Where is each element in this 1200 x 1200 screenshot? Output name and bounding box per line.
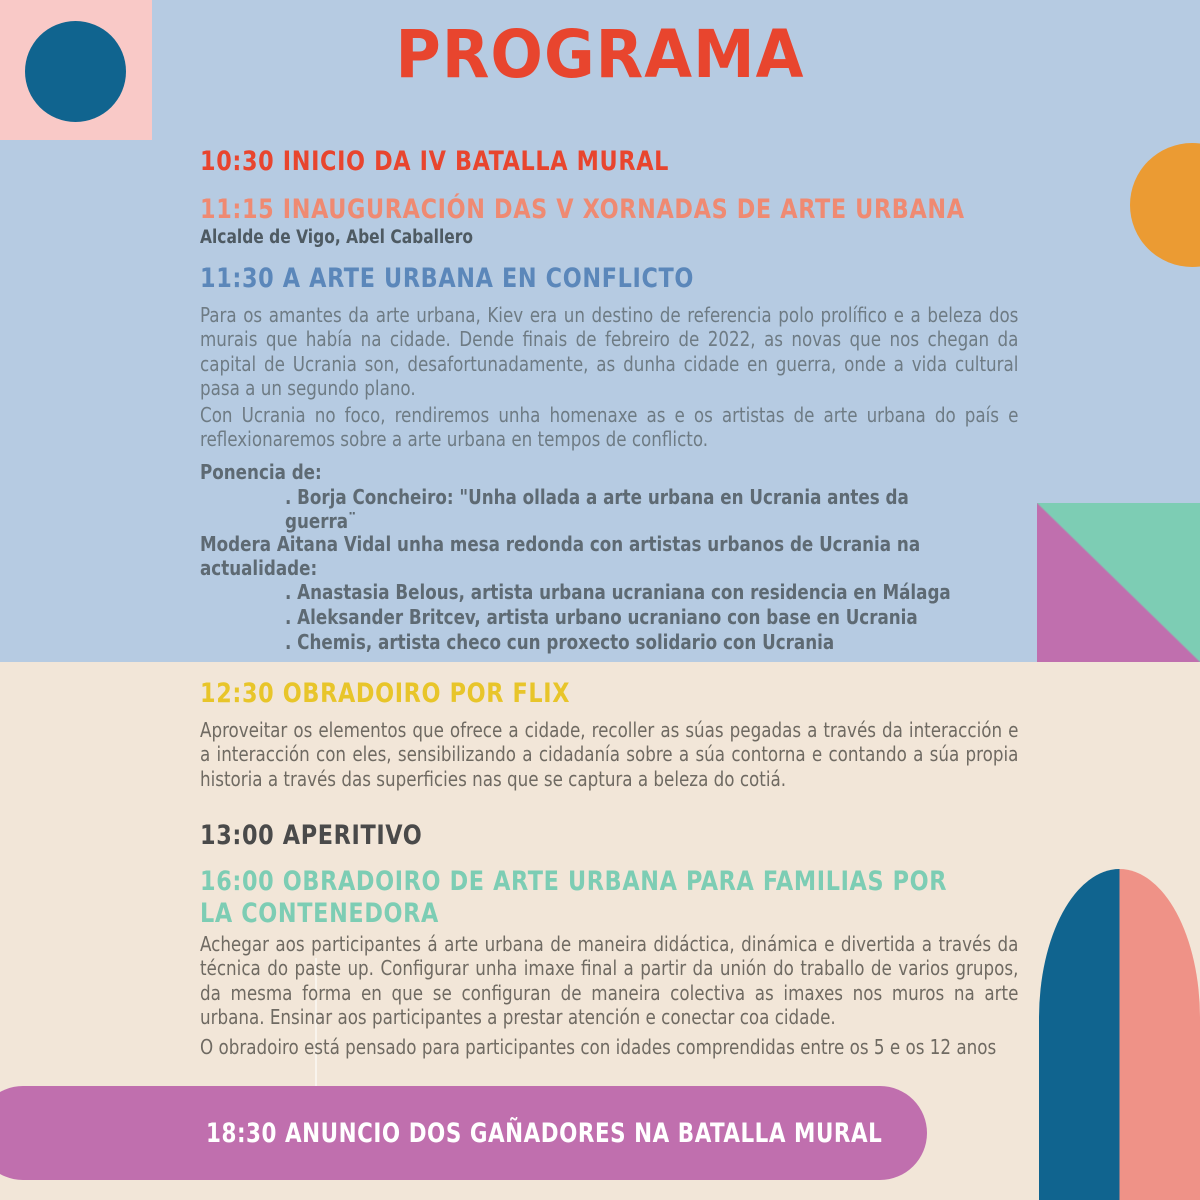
mesa-item-1: . Anastasia Belous, artista urbana ucraniana con residencia en Málaga — [285, 580, 951, 604]
mesa-item-3: . Chemis, artista checo cun proxecto solidario con Ucrania — [285, 630, 835, 654]
mesa-item-2: . Aleksander Britcev, artista urbano ucraniano con base en Ucrania — [285, 605, 918, 629]
split-square-shape — [1037, 503, 1200, 662]
schedule-paragraph-1130-b: Con Ucrania no foco, rendiremos unha homenaxe as e os artistas de arte urbana do país e reflexionaremos sobre a arte urbana en tempos de conflicto. — [200, 403, 1019, 452]
mesa-redonda-label: Modera Aitana Vidal unha mesa redonda con artistas urbanos de Ucrania na actualidade: — [200, 532, 921, 581]
page-title: PROGRAMA — [395, 16, 805, 93]
schedule-heading-1130: 11:30 A ARTE URBANA EN CONFLICTO — [200, 263, 695, 294]
winners-announcement-banner — [0, 1086, 927, 1180]
schedule-heading-1300: 13:00 APERITIVO — [200, 820, 423, 851]
schedule-heading-1230: 12:30 OBRADOIRO POR FLIX — [200, 678, 571, 709]
schedule-heading-1115: 11:15 INAUGURACIÓN DAS V XORNADAS DE ARTE URBANA — [200, 194, 965, 225]
schedule-heading-1830: 18:30 ANUNCIO DOS GAÑADORES NA BATALLA MURAL — [206, 1117, 883, 1149]
schedule-heading-1600: 16:00 OBRADOIRO DE ARTE URBANA PARA FAMILIAS POR LA CONTENEDORA — [200, 866, 948, 929]
schedule-subline-1115: Alcalde de Vigo, Abel Caballero — [200, 227, 474, 248]
schedule-paragraph-1600-b: O obradoiro está pensado para participantes con idades comprendidas entre os 5 e os 12 anos — [200, 1035, 997, 1059]
schedule-paragraph-1600-a: Achegar aos participantes á arte urbana de maneira didáctica, dinámica e divertida a través da técnica do paste up. Configurar unha imaxe final a partir da unión do traballo de varios grupos, da mesma forma en que se configuran de maneira colectiva as imaxes nos muros na arte urbana. Ensinar aos participantes a prestar atención e conectar coa cidade. — [200, 932, 1019, 1030]
ponencia-label: Ponencia de: — [200, 460, 322, 484]
arch-shape — [1039, 869, 1200, 1200]
schedule-paragraph-1230: Aproveitar os elementos que ofrece a cidade, recoller as súas pegadas a través da interacción e a interacción con eles, sensibilizando a cidadanía sobre a súa contorna e contando a súa propia historia a través das superficies nas que se captura a beleza do cotiá. — [200, 718, 1019, 791]
ponencia-item: . Borja Concheiro: "Unha ollada a arte urbana en Ucrania antes da guerra¨ — [285, 485, 909, 534]
schedule-paragraph-1130-a: Para os amantes da arte urbana, Kiev era un destino de referencia polo prolífico e a beleza dos murais que había na cidade. Dende finais de febreiro de 2022, as novas que nos chegan da capital de Ucrania son, desafortunadamente, as dunha cidade en guerra, onde a vida cultural pasa a un segundo plano. — [200, 303, 1019, 401]
schedule-heading-1030: 10:30 INICIO DA IV BATALLA MURAL — [200, 146, 670, 177]
